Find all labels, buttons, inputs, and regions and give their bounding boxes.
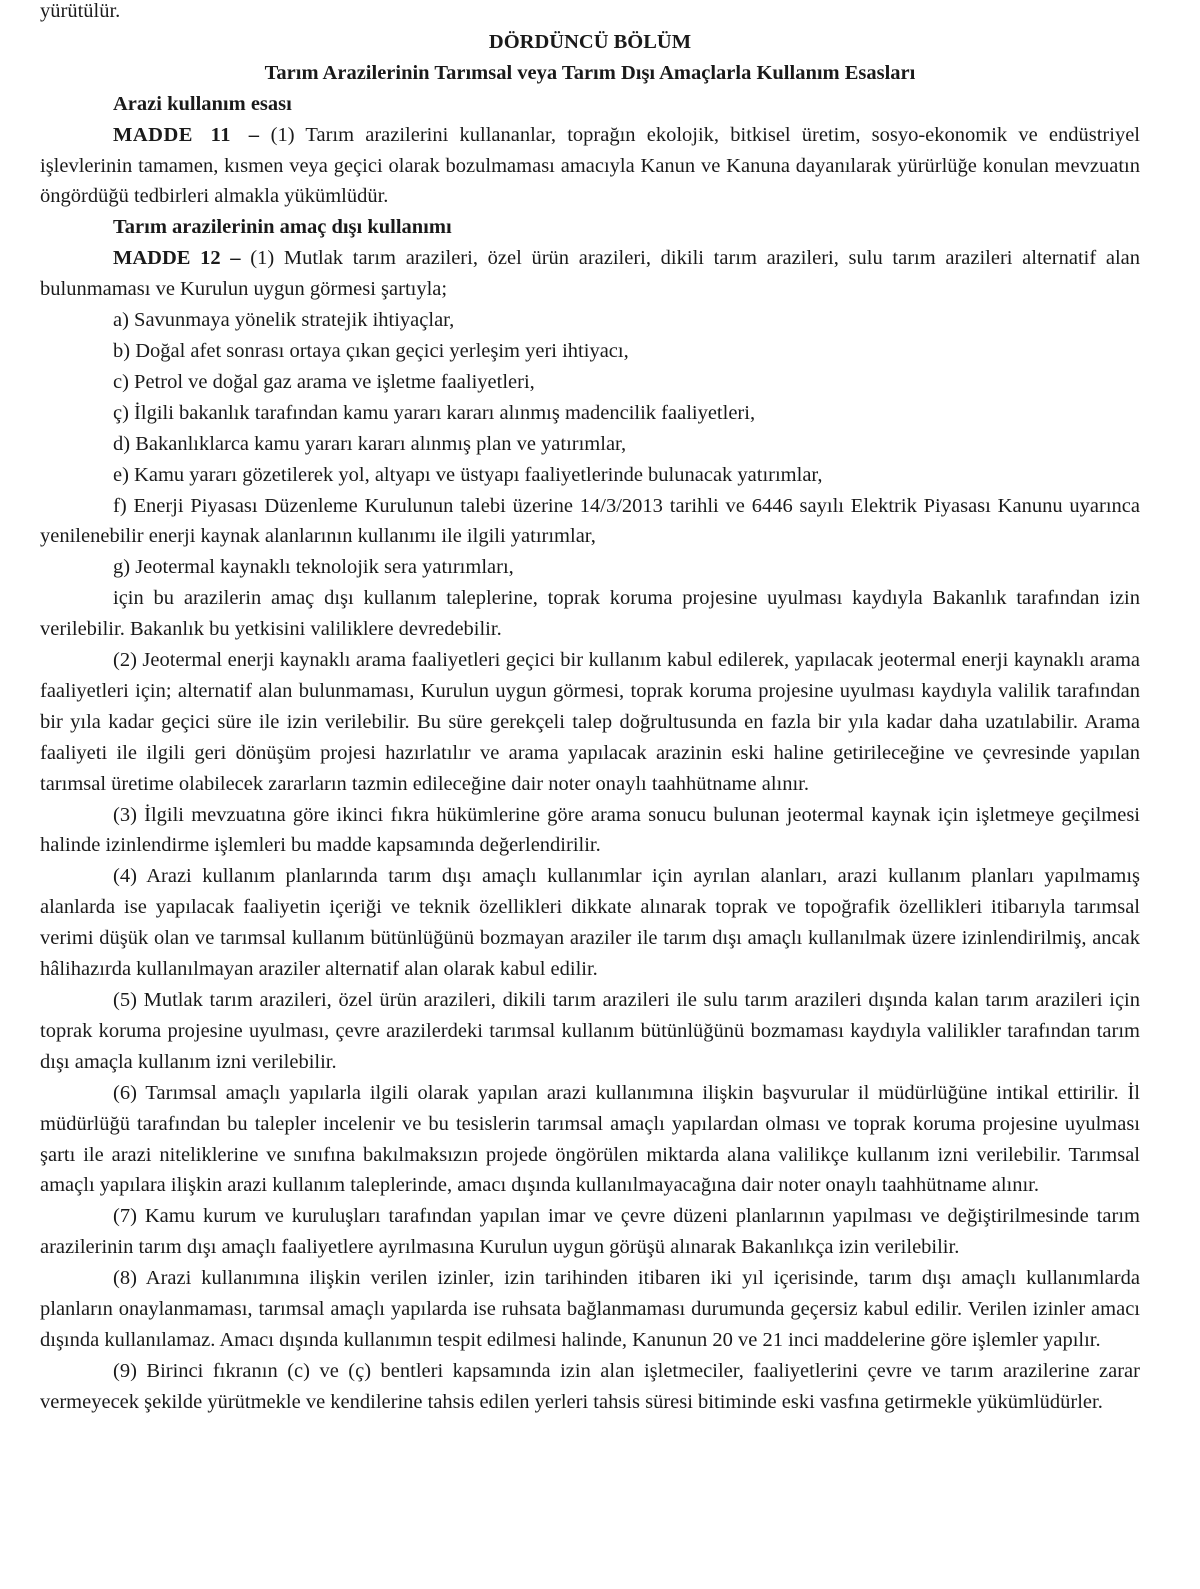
section-subtitle: Tarım Arazilerinin Tarımsal veya Tarım Dışı Amaçlarla Kullanım Esasları (264, 61, 916, 84)
lead-in-text: yürütülür. (40, 0, 121, 22)
list-item-e: e) Kamu yararı gözetilerek yol, altyapı ve üstyapı faaliyetlerinde bulunacak yatırımlar, (113, 463, 823, 486)
list-item-c: c) Petrol ve doğal gaz arama ve işletme faaliyetleri, (113, 370, 535, 393)
article-11-label: MADDE 11 – (113, 123, 260, 146)
list-item-b: b) Doğal afet sonrası ortaya çıkan geçici yerleşim yeri ihtiyacı, (113, 339, 629, 362)
article-12-closing: için bu arazilerin amaç dışı kullanım taleplerine, toprak koruma projesine uyulması kaydıyla Bakanlık tarafından izin verilebilir. Bakanlık bu yetkisini valiliklere devredebilir. (40, 587, 1140, 641)
article-11-heading: Arazi kullanım esası (113, 92, 292, 115)
article-11-paragraph (40, 120, 1140, 213)
list-item-f: f) Enerji Piyasası Düzenleme Kurulunun talebi üzerine 14/3/2013 tarihli ve 6446 sayılı Elektrik Piyasası Kanunu uyarınca yenilenebilir enerji kaynak alanlarının kullanımı ile ilgili yatırımlar, (40, 494, 1140, 548)
article-12-paragraph-8: (8) Arazi kullanımına ilişkin verilen izinler, izin tarihinden itibaren iki yıl içerisinde, tarım dışı amaçlı kullanımlarda planların onaylanmaması, tarımsal amaçlı yapılarda ise ruhsata bağlanmaması durumunda geçersiz kabul edilir. Verilen izinler amacı dışında kullanılamaz. Amacı dışında kullanımın tespit edilmesi halinde, Kanunun 20 ve 21 inci maddelerine göre işlemler yapılır. (40, 1267, 1140, 1351)
article-12-paragraph-3: (3) İlgili mevzuatına göre ikinci fıkra hükümlerine göre arama sonucu bulunan jeotermal kaynak için işletmeye geçilmesi halinde izinlendirme işlemleri bu madde kapsamında değerlendirilir. (40, 803, 1140, 857)
article-12-intro-paragraph (40, 243, 1140, 305)
article-12-paragraph-4: (4) Arazi kullanım planlarında tarım dışı amaçlı kullanımlar için ayrılan alanları, arazi kullanım planları yapılmamış alanlarda ise yapılacak faaliyetin içeriği ve teknik özellikleri dikkate alınarak toprak ve topoğrafik özellikleri itibarıyla tarımsal verimi düşük olan ve tarımsal kullanım bütünlüğünü bozmayan araziler ile tarım dışı amaçlı kullanılmak üzere izinlendirilmiş, ancak hâlihazırda kullanılmayan araziler alternatif alan olarak kabul edilir. (40, 865, 1140, 981)
list-item-a: a) Savunmaya yönelik stratejik ihtiyaçlar, (113, 309, 455, 332)
list-item-cedilla: ç) İlgili bakanlık tarafından kamu yararı kararı alınmış madencilik faaliyetleri, (113, 401, 756, 424)
article-12-paragraph-2: (2) Jeotermal enerji kaynaklı arama faaliyetleri geçici bir kullanım kabul edilerek, yapılacak jeotermal enerji kaynaklı arama faaliyetleri için; alternatif alan bulunmaması, Kurulun uygun görmesi, toprak koruma projesine uyulması kaydıyla valilik tarafından bir yıla kadar geçici süre ile izin verilebilir. Bu süre gerekçeli talep doğrultusunda en fazla bir yıla kadar daha uzatılabilir. Arama faaliyeti ile ilgili geri dönüşüm projesi hazırlatılır ve arama yapılacak arazinin eski haline getirileceğine ve çevresinde yapılan tarımsal üretime olabilecek zararların tazmin edileceğine dair noter onaylı taahhütname alınır. (40, 649, 1140, 795)
article-12-heading: Tarım arazilerinin amaç dışı kullanımı (113, 216, 452, 239)
article-12-label: MADDE 12 – (113, 247, 241, 270)
article-12-paragraph-5: (5) Mutlak tarım arazileri, özel ürün arazileri, dikili tarım arazileri ile sulu tarım arazileri dışında kalan tarım arazileri için toprak koruma projesine uyulması, çevre arazilerdeki tarımsal kullanım bütünlüğünü bozmaması kaydıyla valilikler tarafından tarım dışı amaçla kullanım izni verilebilir. (40, 989, 1140, 1073)
article-12-paragraph-9: (9) Birinci fıkranın (c) ve (ç) bentleri kapsamında izin alan işletmeciler, faaliyetlerini çevre ve tarım arazilerine zarar vermeyecek şekilde yürütmekle ve kendilerine tahsis edilen yerleri tahsis süresi bitiminde eski vasfına getirmekle yükümlüdürler. (40, 1359, 1140, 1413)
article-11-text: (1) Tarım arazilerini kullananlar, toprağın ekolojik, bitkisel üretim, sosyo-ekonomik ve endüstriyel işlevlerinin tamamen, kısmen veya geçici olarak bozulmaması amacıyla Kanun ve Kanuna dayanılarak yürürlüğe konulan mevzuatın öngördüğü tedbirleri almakla yükümlüdür. (40, 123, 1140, 208)
article-12-intro-text: (1) Mutlak tarım arazileri, özel ürün arazileri, dikili tarım arazileri, sulu tarım arazileri alternatif alan bulunmaması ve Kurulun uygun görmesi şartıyla; (40, 247, 1140, 301)
section-title: DÖRDÜNCÜ BÖLÜM (488, 30, 692, 53)
list-item-g: g) Jeotermal kaynaklı teknolojik sera yatırımları, (113, 556, 514, 579)
article-12-paragraph-6: (6) Tarımsal amaçlı yapılarla ilgili olarak yapılan arazi kullanımına ilişkin başvurular il müdürlüğüne intikal ettirilir. İl müdürlüğü tarafından bu talepler incelenir ve bu tesislerin tarımsal amaçlı yapılardan olması ve toprak koruma projesine uyulması şartı ile arazi niteliklerine ve sınıfına bakılmaksızın projede öngörülen miktarda alana valilikçe kullanım izni verilebilir. Tarımsal amaçlı yapılara ilişkin arazi kullanım taleplerinde, amacı dışında kullanılmayacağına dair noter onaylı taahhütname alınır. (40, 1081, 1140, 1197)
list-item-d: d) Bakanlıklarca kamu yararı kararı alınmış plan ve yatırımlar, (113, 432, 627, 455)
article-12-paragraph-7: (7) Kamu kurum ve kuruluşları tarafından yapılan imar ve çevre düzeni planlarının yapılması ve değiştirilmesinde tarım arazilerinin tarım dışı amaçlı faaliyetlere ayrılmasına Kurulun uygun görüşü alınarak Bakanlıkça izin verilebilir. (40, 1205, 1140, 1259)
